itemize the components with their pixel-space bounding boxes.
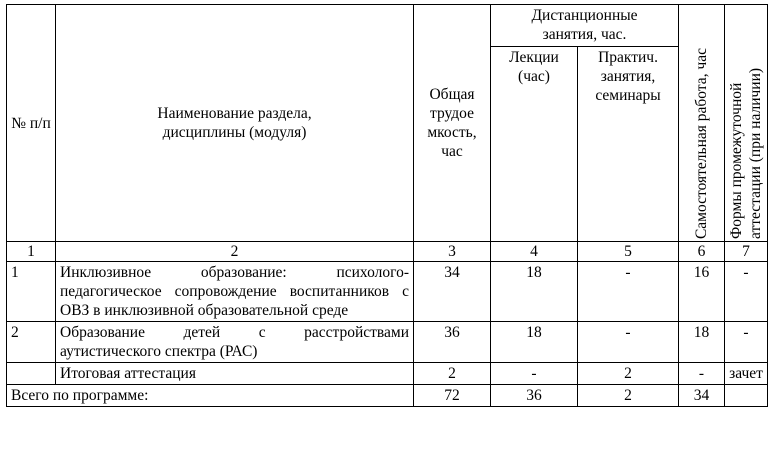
table-row — [7, 363, 768, 385]
total-lectures: 36 — [491, 385, 578, 407]
table-row — [7, 262, 768, 322]
col-number: 4 — [491, 242, 578, 262]
col-number: 6 — [679, 242, 725, 262]
header-self-work: Самостоятельная работа, час — [679, 5, 725, 242]
header-practice: Практич. занятия, семинары — [578, 47, 679, 242]
row-name: Образование детей с расстройствами аутистического спектра (РАС) — [56, 322, 414, 363]
total-label: Всего по программе: — [7, 385, 414, 407]
total-total: 72 — [414, 385, 491, 407]
header-num: № п/п — [7, 5, 56, 242]
row-num: 2 — [7, 322, 56, 363]
column-numbers-row — [7, 242, 768, 262]
header-name-line2: дисциплины (модуля) — [162, 124, 307, 141]
header-lectures: Лекции (час) — [491, 47, 578, 242]
header-total: Общая трудое мкость, час — [414, 5, 491, 242]
row-num: 1 — [7, 262, 56, 322]
col-number: 2 — [56, 242, 414, 262]
row-self: 16 — [679, 262, 725, 322]
header-name — [56, 5, 414, 242]
curriculum-table — [6, 4, 768, 407]
table-row — [7, 322, 768, 363]
col-number: 3 — [414, 242, 491, 262]
row-attestation: - — [725, 262, 768, 322]
col-number: 1 — [7, 242, 56, 262]
total-practice: 2 — [578, 385, 679, 407]
header-name-line1: Наименование раздела, — [157, 105, 312, 122]
row-practice: - — [578, 322, 679, 363]
row-practice: 2 — [578, 363, 679, 385]
row-total: 2 — [414, 363, 491, 385]
row-lectures: 18 — [491, 322, 578, 363]
total-attestation — [725, 385, 768, 407]
total-row — [7, 385, 768, 407]
row-attestation: - — [725, 322, 768, 363]
row-lectures: 18 — [491, 262, 578, 322]
row-self: - — [679, 363, 725, 385]
col-number: 7 — [725, 242, 768, 262]
row-lectures: - — [491, 363, 578, 385]
row-total: 36 — [414, 322, 491, 363]
row-name: Итоговая аттестация — [56, 363, 414, 385]
header-attestation: Формы промежуточной аттестации (при наличии) — [725, 5, 768, 242]
row-name: Инклюзивное образование: психолого-педагогическое сопровождение воспитанников с ОВЗ в инклюзивной образовательной среде — [56, 262, 414, 322]
row-attestation: зачет — [725, 363, 768, 385]
row-num — [7, 363, 56, 385]
row-practice: - — [578, 262, 679, 322]
header-distance: Дистанционные занятия, час. — [491, 5, 679, 47]
row-total: 34 — [414, 262, 491, 322]
total-self: 34 — [679, 385, 725, 407]
col-number: 5 — [578, 242, 679, 262]
row-self: 18 — [679, 322, 725, 363]
